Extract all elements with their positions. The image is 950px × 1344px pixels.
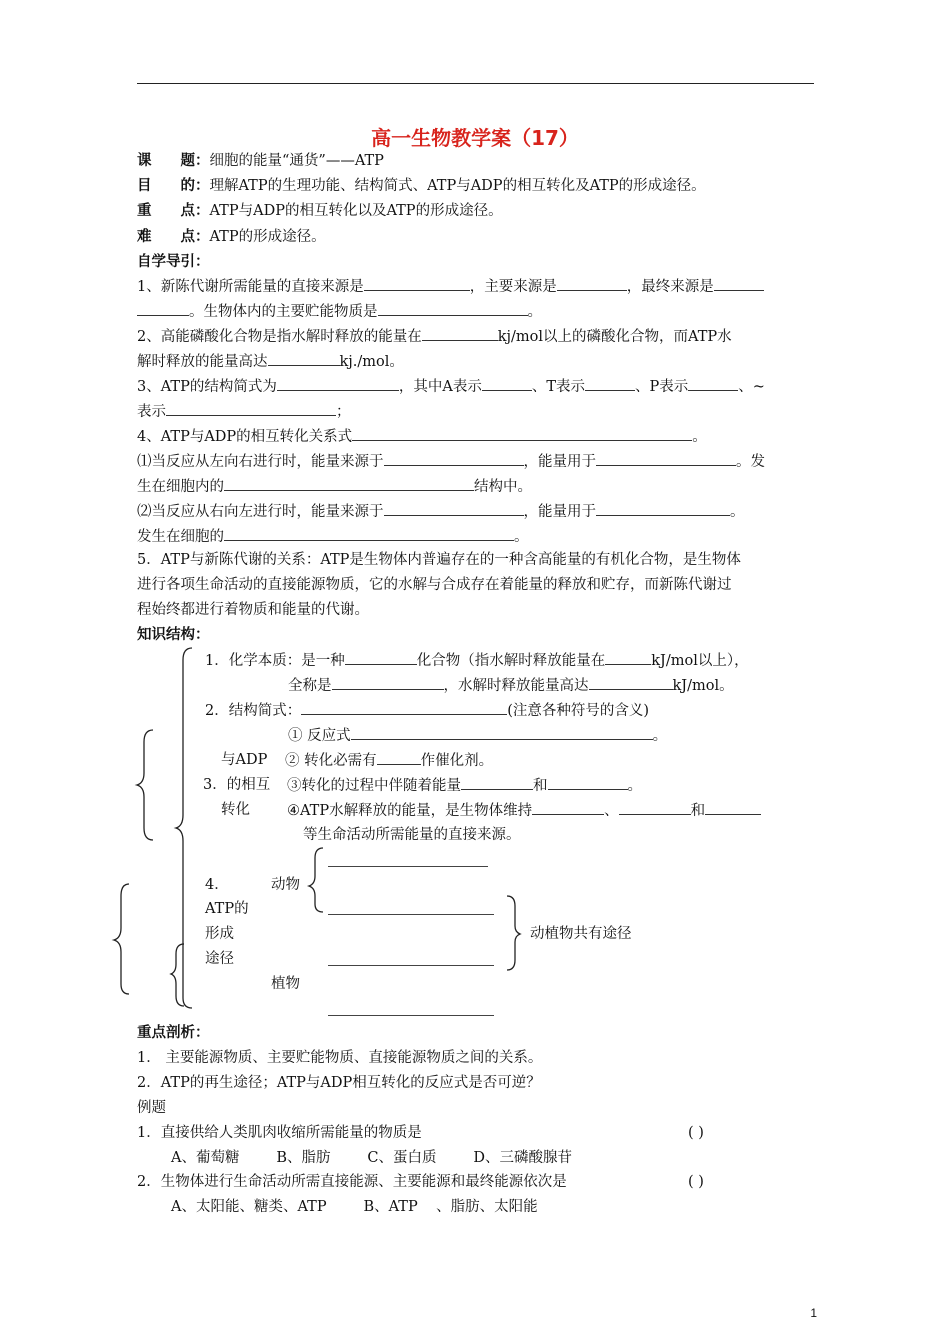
example-heading: 例题	[137, 1100, 166, 1116]
knowledge-item-4-line-2: ATP的	[205, 901, 249, 917]
knowledge-item-3-row-4-cont: 等生命活动所需能量的直接来源。	[303, 827, 521, 843]
k3-r4-text-b: 、	[604, 803, 619, 819]
q4-text-k: 发生在细胞的	[137, 529, 224, 545]
k3-r2-text-a: ② 转化必需有	[285, 753, 377, 769]
q1-text-c: ，最终来源是	[626, 279, 714, 295]
k3-r3-text-a: ③转化的过程中伴随着能量	[287, 778, 461, 794]
common-brace	[507, 896, 520, 970]
q4-text-e: 。发	[736, 454, 765, 470]
item-4-brace	[114, 884, 129, 994]
answer-parentheses[interactable]: ( )	[688, 1125, 704, 1141]
q3-text-e: 、~	[738, 379, 765, 395]
meta-value: ATP的形成途径。	[209, 229, 326, 245]
k1-text-b: 化合物（指水解时释放能量在	[416, 653, 606, 669]
knowledge-item-3-side-1: 与ADP	[221, 752, 268, 768]
meta-label: 难 点：	[137, 229, 210, 245]
q4-text-d: ，能量用于	[523, 454, 596, 470]
k3-r2-text-b: 作催化剂。	[420, 753, 494, 769]
q1-text-e: 。	[527, 304, 542, 320]
self-study-heading: 自学导引：	[137, 254, 210, 270]
q4-text-i: ，能量用于	[523, 504, 596, 520]
meta-label: 目 的：	[137, 178, 210, 194]
q2-text-c: 解时释放的能量高达	[137, 354, 268, 370]
k3-r4-text-a: ④ATP水解释放的能量，是生物体维持	[287, 803, 533, 819]
animal-brace	[309, 848, 323, 912]
knowledge-item-4-num: 4．	[205, 877, 229, 893]
meta-label: 重 点：	[137, 203, 210, 219]
k3-r4-text-c: 和	[690, 803, 706, 819]
k1-text-e: ，水解时释放能量高达	[443, 678, 589, 694]
k3-r1-text: ① 反应式	[288, 728, 351, 744]
question-5-line-3: 程始终都进行着物质和能量的代谢。	[137, 602, 369, 618]
q4-text-j: 。	[730, 504, 745, 520]
example-2-options: A、太阳能、糖类、ATP B、ATP 、脂肪、太阳能	[171, 1199, 538, 1215]
example-2-question: 2．生物体进行生命活动所需直接能源、主要能源和最终能源依次是	[137, 1174, 567, 1190]
q3-text-g: ；	[336, 404, 351, 420]
q4-text-b: 。	[692, 429, 707, 445]
animal-label: 动物	[271, 877, 300, 893]
example-1-question: 1．直接供给人类肌肉收缩所需能量的物质是	[137, 1125, 422, 1141]
q4-text-h: ⑵当反应从右向左进行时，能量来源于	[137, 504, 384, 520]
k1-text-d: 全称是	[288, 678, 332, 694]
k1-text-c: kJ/mol以上），	[651, 653, 749, 669]
k2-text-b: (注意各种符号的含义)	[507, 703, 650, 719]
knowledge-item-4-line-3: 形成	[205, 926, 234, 942]
example-1-options: A、葡萄糖 B、脂肪 C、蛋白质 D、三磷酸腺苷	[171, 1150, 572, 1166]
q3-text-d: 、P表示	[635, 379, 689, 395]
q4-text-f: 生在细胞内的	[137, 479, 224, 495]
q2-text-d: kj./mol。	[339, 354, 404, 370]
q4-text-l: 。	[514, 529, 529, 545]
q4-text-c: ⑴当反应从左向右进行时，能量来源于	[137, 454, 384, 470]
meta-value: 细胞的能量“通货”——ATP	[209, 153, 384, 169]
outer-brace	[176, 648, 192, 1008]
analysis-item-1: 1． 主要能源物质、主要贮能物质、直接能源物质之间的关系。	[137, 1050, 543, 1066]
meta-value: ATP与ADP的相互转化以及ATP的形成途径。	[209, 203, 503, 219]
q4-text-a: 4、ATP与ADP的相互转化关系式	[137, 429, 353, 445]
analysis-heading: 重点剖析：	[137, 1025, 210, 1041]
meta-label: 课 题：	[137, 153, 210, 169]
q4-text-g: 结构中。	[474, 479, 532, 495]
q1-text-a: 1、新陈代谢所需能量的直接来源是	[137, 279, 364, 295]
k1-text-a: 1．化学本质：是一种	[205, 653, 345, 669]
q3-text-c: 、T表示	[531, 379, 585, 395]
knowledge-heading: 知识结构：	[137, 627, 210, 643]
q3-text-b: ，其中A表示	[398, 379, 482, 395]
meta-value: 理解ATP的生理功能、结构简式、ATP与ADP的相互转化及ATP的形成途径。	[209, 178, 706, 194]
q2-text-a: 2、高能磷酸化合物是指水解时释放的能量在	[137, 329, 422, 345]
question-5-line-2: 进行各项生命活动的直接能源物质，它的水解与合成存在着能量的释放和贮存，而新陈代谢过	[137, 577, 732, 593]
k3-r3-text-b: 和	[533, 778, 548, 794]
knowledge-item-3-side-2: 3．的相互	[203, 777, 271, 793]
q1-text-d: 。生物体内的主要贮能物质是	[189, 304, 378, 320]
item-3-brace	[137, 730, 153, 840]
q2-text-b: kj/mol以上的磷酸化合物，而ATP水	[497, 329, 732, 345]
page-number: 1	[810, 1306, 817, 1320]
knowledge-item-3-side-3: 转化	[221, 802, 250, 818]
answer-parentheses[interactable]: ( )	[688, 1174, 704, 1190]
k1-text-f: kJ/mol。	[672, 678, 734, 694]
plant-label: 植物	[271, 976, 300, 992]
k3-r3-text-c: 。	[627, 778, 642, 794]
common-pathway-label: 动植物共有途径	[530, 926, 632, 942]
knowledge-item-4-line-4: 途径	[205, 951, 234, 967]
k3-r1-end: 。	[652, 728, 668, 744]
q3-text-a: 3、ATP的结构简式为	[137, 379, 277, 395]
k2-text-a: 2．结构简式：	[205, 703, 302, 719]
q1-text-b: ，主要来源是	[469, 279, 557, 295]
lower-brace	[171, 944, 184, 1006]
question-5-line-1: 5．ATP与新陈代谢的关系：ATP是生物体内普遍存在的一种含高能量的有机化合物，是生物体	[137, 552, 741, 568]
q3-text-f: 表示	[137, 404, 166, 420]
analysis-item-2: 2．ATP的再生途径；ATP与ADP相互转化的反应式是否可逆？	[137, 1075, 541, 1091]
page-title: 高一生物教学案（17）	[371, 126, 579, 150]
